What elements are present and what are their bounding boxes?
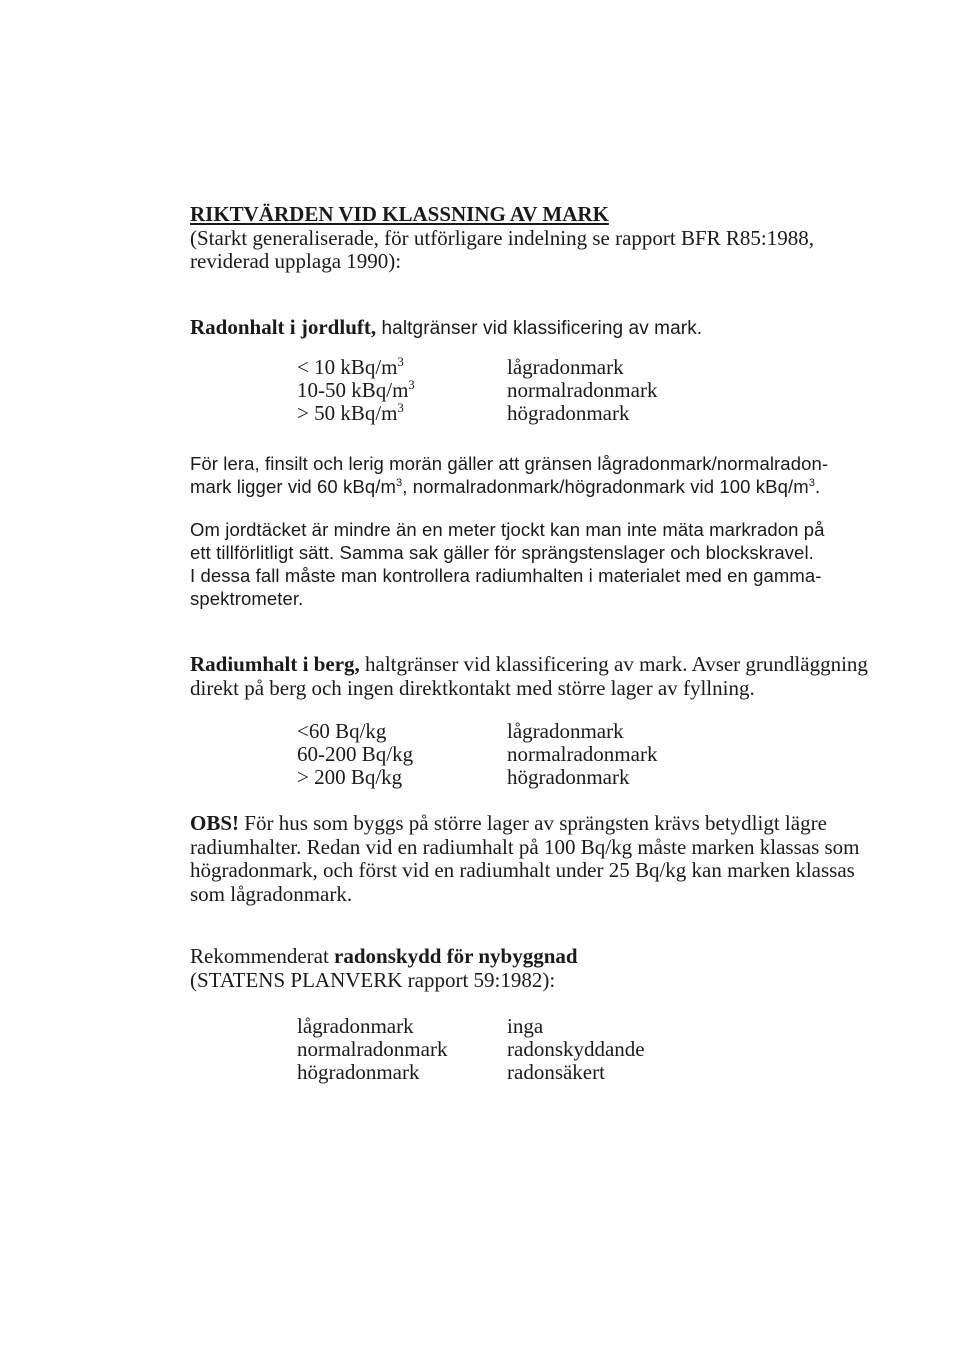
soil-class: normalradonmark — [507, 378, 658, 402]
bedrock-line-2: direkt på berg och ingen direktkontakt med större lager av fyllning. — [190, 675, 755, 700]
threshold-value: 60-200 Bq/kg — [297, 742, 414, 766]
obs-line-1: OBS! För hus som byggs på större lager av sprängsten krävs betydligt lägre — [190, 811, 827, 835]
soil-class: lågradonmark — [507, 355, 624, 379]
protection-level: inga — [507, 1014, 544, 1038]
bedrock-label: Radiumhalt i berg, — [190, 652, 360, 676]
threshold-value: <60 Bq/kg — [297, 719, 387, 743]
soil-air-label-rest: haltgränser vid klassificering av mark. — [376, 318, 703, 339]
recommendation-line-1: Rekommenderat radonskydd för nybyggnad — [190, 944, 578, 968]
table-row — [297, 1061, 777, 1084]
subtitle-line-1: (Starkt generaliserade, för utförligare indelning se rapport BFR R85:1988, — [190, 225, 815, 250]
threshold-value: > 50 kBq/$m^3$ — [297, 401, 404, 425]
obs-line-3: högradonmark, och först vid en radiumhalt under 25 Bq/kg kan marken klassas — [190, 858, 855, 882]
soil-air-table — [297, 356, 777, 426]
protection-table — [297, 1015, 777, 1085]
obs-block — [190, 812, 880, 906]
bedrock-line-1: Radiumhalt i berg, haltgränser vid klassificering av mark. Avser grundläggning — [190, 652, 868, 676]
cover-note-line-3: I dessa fall måste man kontrollera radiumhalten i materialet med en gamma- — [190, 565, 822, 586]
soil-class: normalradonmark — [507, 742, 658, 766]
obs-label: OBS! — [190, 811, 240, 835]
subtitle-line-2: reviderad upplaga 1990): — [190, 249, 402, 273]
table-row — [297, 379, 777, 402]
soil-class: högradonmark — [297, 1060, 420, 1084]
title-text: RIKTVÄRDEN VID KLASSNING AV MARK — [190, 202, 609, 226]
table-row — [297, 1015, 777, 1038]
heading-block — [190, 203, 880, 274]
bedrock-table — [297, 720, 777, 790]
table-row — [297, 766, 777, 789]
recommendation-block — [190, 945, 880, 992]
document-title — [190, 203, 880, 227]
threshold-value: 10-50 kBq/$m^3$ — [297, 378, 415, 402]
soil-class: lågradonmark — [507, 719, 624, 743]
clay-note-line-2: mark ligger vid 60 kBq/$m^3$, normalradonmark/högradonmark vid 100 kBq/$m^3$. — [190, 476, 821, 497]
table-row — [297, 1038, 777, 1061]
soil-air-label: Radonhalt i jordluft, — [190, 315, 377, 339]
cover-note-line-4: spektrometer. — [190, 588, 304, 609]
table-row — [297, 402, 777, 425]
table-row — [297, 720, 777, 743]
soil-class: lågradonmark — [297, 1014, 414, 1038]
protection-level: radonskyddande — [507, 1037, 645, 1061]
table-row — [297, 743, 777, 766]
soil-class: högradonmark — [507, 401, 630, 425]
protection-level: radonsäkert — [507, 1060, 605, 1084]
bedrock-block — [190, 653, 880, 700]
soil-class: högradonmark — [507, 765, 630, 789]
recommendation-line-2: (STATENS PLANVERK rapport 59:1982): — [190, 967, 556, 992]
soil-cover-note — [190, 518, 880, 610]
cover-note-line-1: Om jordtäcket är mindre än en meter tjockt kan man inte mäta markradon på — [190, 519, 825, 540]
threshold-value: > 200 Bq/kg — [297, 765, 403, 789]
obs-line-2: radiumhalter. Redan vid en radiumhalt på 100 Bq/kg måste marken klassas som — [190, 834, 860, 859]
clay-note-line-1: För lera, finsilt och lerig morän gäller att gränsen lågradonmark/normalradon- — [190, 453, 829, 474]
table-row — [297, 356, 777, 379]
clay-note — [190, 452, 880, 498]
soil-class: normalradonmark — [297, 1037, 448, 1061]
recommendation-label: radonskydd för nybyggnad — [334, 944, 578, 968]
soil-air-heading — [190, 316, 880, 340]
obs-line-4: som lågradonmark. — [190, 881, 353, 906]
threshold-value: < 10 kBq/$m^3$ — [297, 355, 404, 379]
cover-note-line-2: ett tillförlitligt sätt. Samma sak gäller för sprängstenslager och blockskravel. — [190, 542, 814, 563]
